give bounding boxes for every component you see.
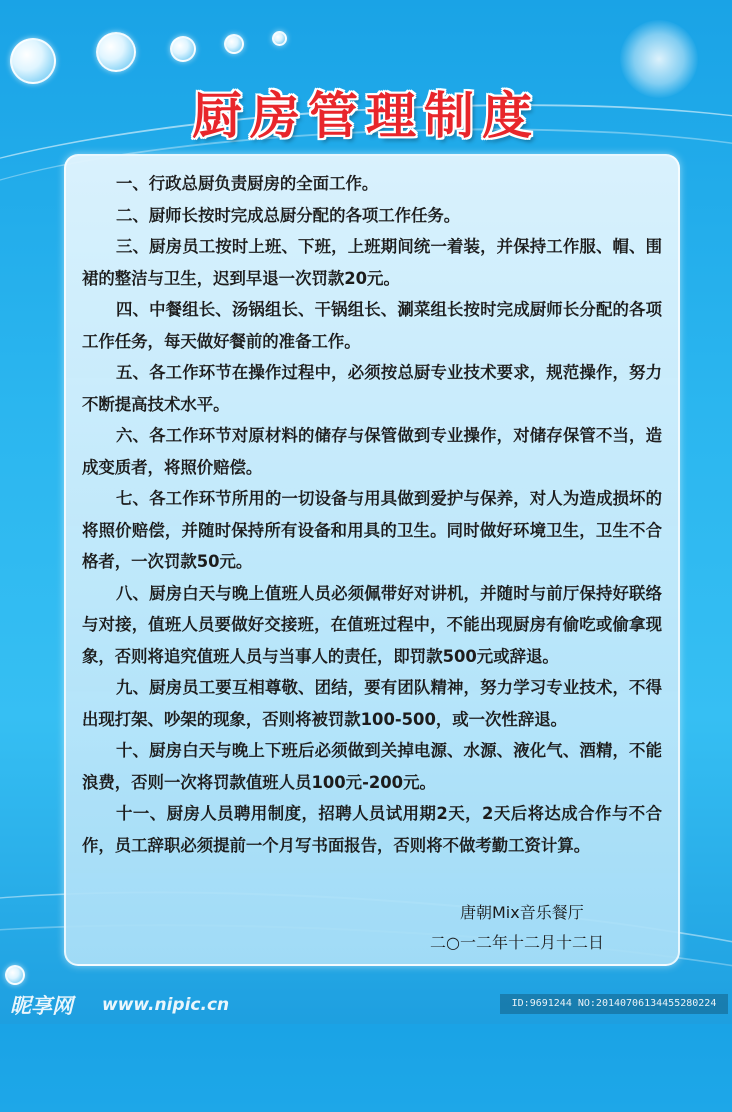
rule-item: 一、行政总厨负责厨房的全面工作。 <box>116 174 379 193</box>
watermark-id: ID:9691244 NO:20140706134455280224 <box>500 994 728 1014</box>
rule-item: 十、厨房白天与晚上下班后必须做到关掉电源、水源、液化气、酒精，不能浪费，否则一次将罚款值班人员100元-200元。 <box>82 741 662 792</box>
rule-item: 四、中餐组长、汤锅组长、干锅组长、涮菜组长按时完成厨师长分配的各项工作任务，每天做好餐前的准备工作。 <box>82 300 662 351</box>
decorative-bubble <box>5 965 25 985</box>
signature-block <box>430 898 650 958</box>
rule-item: 七、各工作环节所用的一切设备与用具做到爱护与保养，对人为造成损坏的将照价赔偿，并随时保持所有设备和用具的卫生。同时做好环境卫生，卫生不合格者，一次罚款50元。 <box>82 489 662 571</box>
rule-item: 五、各工作环节在操作过程中，必须按总厨专业技术要求，规范操作，努力不断提高技术水平。 <box>82 363 662 414</box>
watermark-logo: 昵享网 <box>10 994 73 1018</box>
signature-org: 唐朝Mix音乐餐厅 <box>460 903 584 922</box>
watermark-url: www.nipic.cn <box>102 995 230 1015</box>
rule-item: 九、厨房员工要互相尊敬、团结，要有团队精神，努力学习专业技术，不得出现打架、吵架的现象，否则将被罚款100-500，或一次性辞退。 <box>82 678 662 729</box>
rule-item: 三、厨房员工按时上班、下班，上班期间统一着装，并保持工作服、帽、围裙的整洁与卫生，迟到早退一次罚款20元。 <box>82 237 662 288</box>
decorative-bubble <box>170 36 196 62</box>
rule-item: 八、厨房白天与晚上值班人员必须佩带好对讲机，并随时与前厅保持好联络与对接，值班人员要做好交接班，在值班过程中，不能出现厨房有偷吃或偷拿现象，否则将追究值班人员与当事人的责任，即罚款500元或辞退。 <box>82 583 662 666</box>
page-title: 厨房管理制度 <box>192 86 540 145</box>
signature-date: 二○一二年十二月十二日 <box>430 933 604 952</box>
decorative-bubble <box>96 32 136 72</box>
rule-item: 十一、厨房人员聘用制度，招聘人员试用期2天，2天后将达成合作与不合作，员工辞职必须提前一个月写书面报告，否则将不做考勤工资计算。 <box>82 804 662 855</box>
rules-list <box>82 168 662 861</box>
rule-item: 六、各工作环节对原材料的储存与保管做到专业操作，对储存保管不当，造成变质者，将照价赔偿。 <box>82 426 662 477</box>
rule-item: 二、厨师长按时完成总厨分配的各项工作任务。 <box>116 205 461 225</box>
decorative-bubble <box>272 31 287 46</box>
decorative-bubble <box>224 34 244 54</box>
